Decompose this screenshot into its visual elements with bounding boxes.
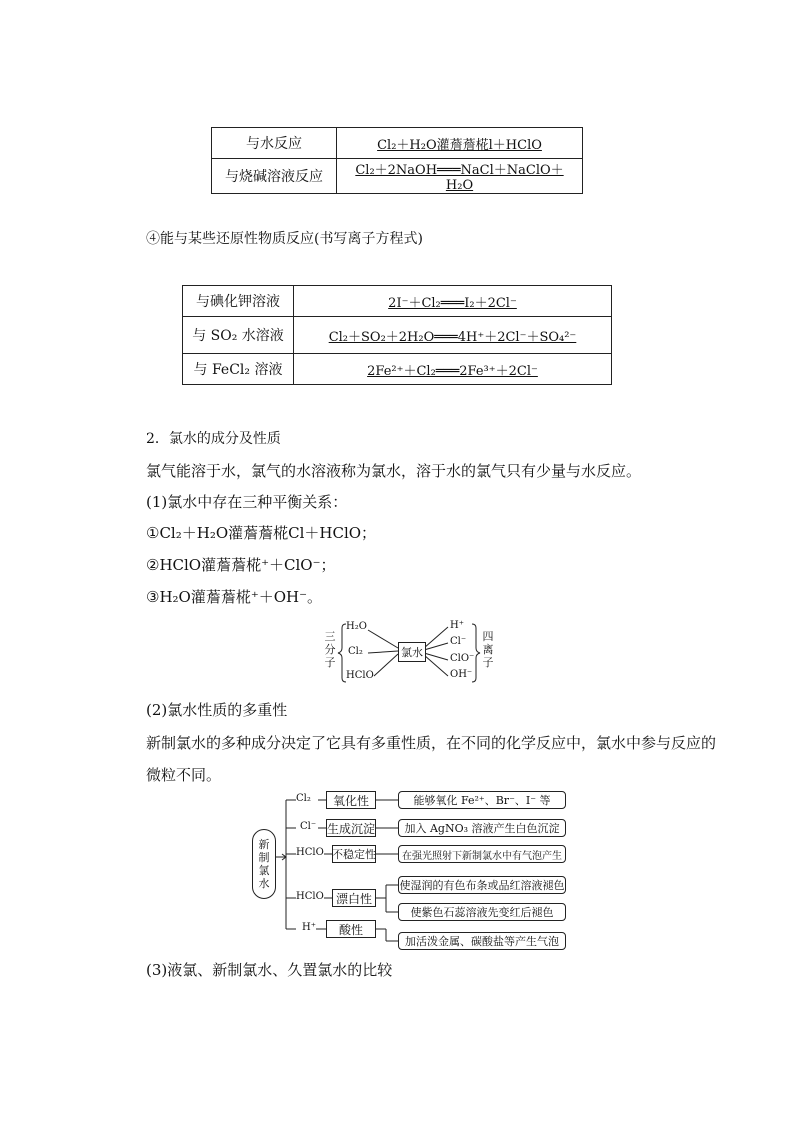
table-cell-label: 与 SO₂ 水溶液 (183, 317, 294, 354)
diagram-lines (246, 787, 576, 955)
table-row (183, 317, 612, 354)
ion-h: H⁺ (450, 620, 464, 631)
molecule-hclo: HClO (346, 670, 374, 681)
property-bleaching: 漂白性 (332, 889, 376, 907)
property-precipitate: 生成沉淀 (326, 819, 376, 837)
subheading-1: (1)氯水中存在三种平衡关系： (146, 493, 348, 511)
paragraph: 氯气能溶于水，氯气的水溶液称为氯水，溶于水的氯气只有少量与水反应。 (146, 462, 642, 480)
table-row (183, 354, 612, 385)
particle-hclo: HClO (296, 847, 324, 858)
ion-cl: Cl⁻ (450, 636, 467, 647)
fresh-chlorine-water-label: 新制氯水 (258, 838, 270, 890)
particle-h-ion: H⁺ (302, 922, 316, 933)
item-4: ④能与某些还原性物质反应(书写离子方程式) (146, 231, 423, 247)
table-cell-equation: Cl₂＋2NaOH═══NaCl＋NaClO＋H₂O (337, 159, 583, 194)
ion-clo: ClO⁻ (450, 653, 475, 664)
reaction-table-2 (182, 285, 612, 385)
table-cell-label: 与烧碱溶液反应 (212, 159, 337, 194)
subheading-2: (2)氯水性质的多重性 (146, 701, 288, 719)
section-heading: 2．氯水的成分及性质 (146, 431, 281, 447)
chlorine-water-components-diagram (320, 618, 500, 688)
property-oxidizing: 氧化性 (326, 791, 376, 809)
table-cell-label: 与 FeCl₂ 溶液 (183, 354, 294, 385)
equilibrium-1: ①Cl₂＋H₂O灌薝薝椛Cl＋HClO； (146, 524, 377, 542)
table-row (183, 286, 612, 317)
table-row (212, 128, 583, 159)
desc-bleaching-2: 使紫色石蕊溶液先变红后褪色 (398, 903, 566, 921)
chlorine-water-properties-diagram (246, 787, 576, 955)
table-cell-equation: Cl₂＋SO₂＋2H₂O═══4H⁺＋2Cl⁻＋SO₄²⁻ (294, 317, 612, 354)
ion-oh: OH⁻ (450, 669, 473, 680)
table-cell-label: 与碘化钾溶液 (183, 286, 294, 317)
molecule-water: H₂O (346, 621, 367, 632)
desc-precipitate: 加入 AgNO₃ 溶液产生白色沉淀 (398, 819, 566, 837)
property-unstable: 不稳定性 (332, 845, 376, 863)
particle-hclo: HClO (296, 891, 324, 902)
desc-bleaching-1: 使湿润的有色布条或品红溶液褪色 (398, 876, 566, 894)
reaction-table-1 (211, 127, 583, 194)
desc-oxidizing: 能够氧化 Fe²⁺、Br⁻、I⁻ 等 (398, 791, 566, 809)
four-ions-label: 四离子 (482, 630, 494, 669)
desc-unstable: 在强光照射下新制氯水中有气泡产生 (398, 845, 566, 863)
particle-cl2: Cl₂ (296, 793, 311, 804)
table-cell-equation: 2I⁻＋Cl₂═══I₂＋2Cl⁻ (294, 286, 612, 317)
desc-acidic: 加活泼金属、碳酸盐等产生气泡 (398, 932, 566, 950)
table-cell-equation: Cl₂＋H₂O灌薝薝椛l＋HClO (337, 128, 583, 159)
paragraph: 微粒不同。 (146, 766, 222, 784)
molecule-chlorine: Cl₂ (348, 646, 363, 657)
chlorine-water-box: 氯水 (398, 642, 426, 662)
table-cell-label: 与水反应 (212, 128, 337, 159)
paragraph: 新制氯水的多种成分决定了它具有多重性质，在不同的化学反应中，氯水中参与反应的 (146, 734, 717, 752)
particle-cl-ion: Cl⁻ (300, 821, 317, 832)
property-acidic: 酸性 (326, 920, 376, 938)
three-molecules-label: 三分子 (324, 630, 336, 669)
subheading-3: (3)液氯、新制氯水、久置氯水的比较 (146, 961, 393, 979)
table-cell-equation: 2Fe²⁺＋Cl₂═══2Fe³⁺＋2Cl⁻ (294, 354, 612, 385)
equilibrium-3: ③H₂O灌薝薝椛⁺＋OH⁻。 (146, 588, 323, 606)
fresh-chlorine-water-box (252, 829, 276, 899)
equilibrium-2: ②HClO灌薝薝椛⁺＋ClO⁻； (146, 556, 336, 574)
table-row (212, 159, 583, 194)
